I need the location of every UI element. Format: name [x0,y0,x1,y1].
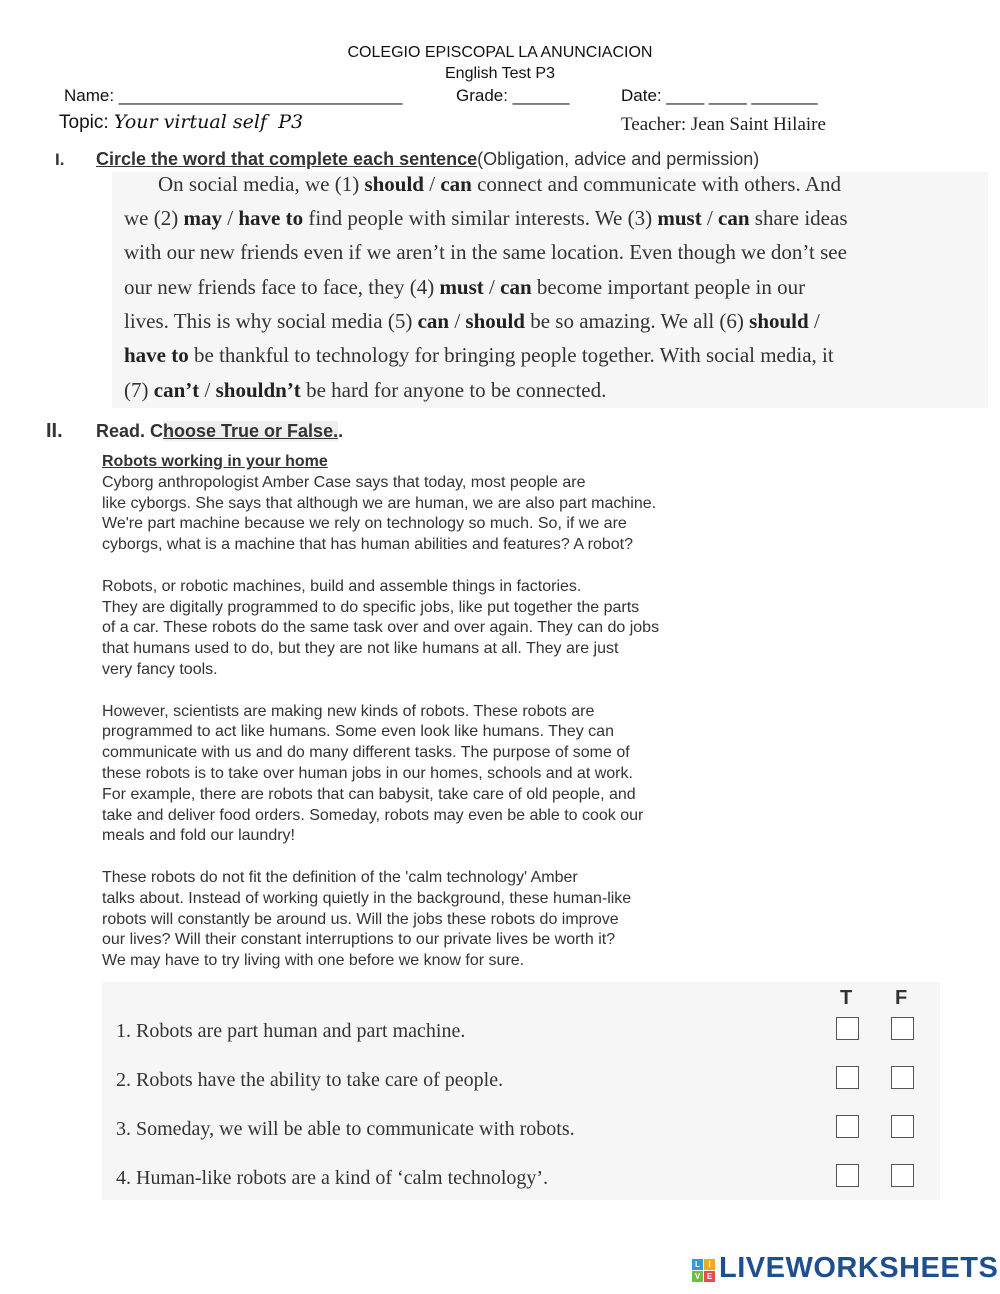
grade-blank[interactable]: ______ [512,86,570,105]
reading-line: programmed to act like humans. Some even look like humans. They can [102,723,614,741]
paragraph-text: / [483,275,501,299]
grade-label: Grade: [456,86,508,105]
paragraph-text: be thankful to technology for bringing people together. With social media, it [188,343,834,367]
paragraph-text: / [449,309,466,333]
logo-tile: I [704,1259,715,1270]
paragraph-text: be so amazing. We all (6) [524,309,750,333]
choice-option[interactable]: have to [124,343,189,367]
reading-line: robots will constantly be around us. Will the jobs these robots do improve [102,910,619,928]
reading-line: Robots, or robotic machines, build and assemble things in factories. [102,577,582,595]
section1-subtitle: (Obligation, advice and permission) [477,149,760,169]
choice-option[interactable]: can [440,172,472,196]
section1-title: Circle the word that complete each sentence [96,149,478,169]
section1-heading [96,149,759,170]
choice-option[interactable]: can [417,309,450,333]
true-column-header: T [840,987,853,1009]
paragraph-text: with our new friends even if we aren’t in the same location. Even though we don’t see [124,240,847,264]
reading-passage [102,452,762,972]
choice-option[interactable]: can’t [153,378,200,402]
reading-line: Cyborg anthropologist Amber Case says that today, most people are [102,473,586,491]
paragraph-text: / [701,206,719,230]
paragraph-text: On social media, we (1) [158,172,365,196]
reading-line: These robots do not fit the definition of the 'calm technology' Amber [102,868,578,886]
paragraph-line [124,343,834,368]
date-field[interactable] [621,86,818,106]
reading-title: Robots working in your home [102,453,328,470]
section2-title-post: . [338,421,344,441]
false-checkbox-2[interactable] [891,1066,914,1089]
paragraph-text: connect and communicate with others. And [471,172,841,196]
grade-field[interactable] [456,86,569,106]
reading-line: take and deliver food orders. Someday, robots may even be able to cook our [102,806,644,824]
logo-tile: E [704,1271,715,1282]
choice-option[interactable]: shouldn’t [215,378,301,402]
true-checkbox-4[interactable] [836,1164,859,1187]
false-checkbox-4[interactable] [891,1164,914,1187]
paragraph-text: share ideas [749,206,848,230]
reading-line: They are digitally programmed to do specific jobs, like put together the parts [102,598,640,616]
paragraph-text: our new friends face to face, they (4) [124,275,440,299]
name-label: Name: [64,86,115,105]
date-blank[interactable]: ____ ____ _______ [666,86,818,105]
paragraph-line [158,172,841,197]
name-blank[interactable]: ______________________________ [118,86,403,105]
paragraph-line [124,240,847,265]
section1-paragraph [112,172,988,408]
school-name: COLEGIO EPISCOPAL LA ANUNCIACION [347,44,653,61]
reading-line: these robots is to take over human jobs in our homes, schools and at work. [102,764,633,782]
reading-line: our lives? Will their constant interruptions to our private lives be worth it? [102,931,616,949]
logo-brand-text: LIVEWORKSHEETS [719,1252,999,1284]
reading-line: very fancy tools. [102,660,218,678]
choice-option[interactable]: must [657,206,702,230]
choice-option[interactable]: must [439,275,484,299]
reading-line: For example, there are robots that can babysit, take care of old people, and [102,785,636,803]
choice-option[interactable]: may [183,206,222,230]
question-4: 4. Human-like robots are a kind of ‘calm technology’. [116,1167,549,1189]
section2-title: hoose True or False. [163,421,339,441]
choice-option[interactable]: can [500,275,532,299]
false-column-header: F [895,987,908,1009]
question-2: 2. Robots have the ability to take care of people. [116,1069,504,1091]
reading-paragraph [102,702,762,848]
true-false-table [102,982,940,1200]
reading-line: cyborgs, what is a machine that has human abilities and features? A robot? [102,536,633,554]
paragraph-text: (7) [124,378,154,402]
logo-tiles-icon [692,1259,716,1283]
paragraph-text: / [808,309,820,333]
paragraph-text: be hard for anyone to be connected. [300,378,607,402]
reading-line: of a car. These robots do the same task over and over again. They can do jobs [102,619,660,637]
reading-line: We're part machine because we rely on technology so much. So, if we are [102,515,627,533]
paragraph-line [124,206,848,231]
reading-line: talks about. Instead of working quietly in the background, these human-like [102,889,632,907]
teacher-name: Teacher: Jean Saint Hilaire [621,114,826,135]
topic-label: Topic: [59,112,109,133]
section2-numeral: II. [46,420,63,442]
choice-option[interactable]: have to [238,206,304,230]
topic-extra: P3 [278,111,304,133]
logo-tile: L [692,1259,703,1270]
paragraph-text: lives. This is why social media (5) [124,309,418,333]
reading-line: communicate with us and do many different tasks. The purpose of some of [102,744,630,762]
paragraph-line [124,309,820,334]
section2-title-pre: Read. C [96,421,164,441]
reading-line: that humans used to do, but they are not like humans at all. They are just [102,640,619,658]
name-field[interactable] [64,86,402,106]
choice-option[interactable]: should [364,172,424,196]
false-checkbox-1[interactable] [891,1017,914,1040]
choice-option[interactable]: should [465,309,525,333]
reading-paragraph [102,577,762,681]
choice-option[interactable]: should [749,309,809,333]
reading-paragraph [102,473,762,556]
paragraph-text: / [423,172,441,196]
section2-heading [96,421,343,442]
choice-option[interactable]: can [718,206,750,230]
reading-line: We may have to try living with one before we know for sure. [102,952,525,970]
topic-line [59,111,303,134]
true-checkbox-3[interactable] [836,1115,859,1138]
reading-paragraphs [102,473,762,972]
false-checkbox-3[interactable] [891,1115,914,1138]
reading-line: like cyborgs. She says that although we are human, we are also part machine. [102,494,657,512]
topic-value: Your virtual self [113,111,267,133]
question-1: 1. Robots are part human and part machine. [116,1020,466,1042]
paragraph-text: become important people in our [531,275,806,299]
paragraph-text: find people with similar interests. We (3) [303,206,658,230]
reading-line: However, scientists are making new kinds of robots. These robots are [102,702,595,720]
true-checkbox-2[interactable] [836,1066,859,1089]
paragraph-line [124,378,606,403]
paragraph-line [124,275,805,300]
paragraph-text: / [199,378,216,402]
paragraph-text: we (2) [124,206,184,230]
logo-tile: V [692,1271,703,1282]
reading-line: meals and fold our laundry! [102,827,295,845]
question-3: 3. Someday, we will be able to communicate with robots. [116,1118,575,1140]
paragraph-text: / [221,206,239,230]
true-checkbox-1[interactable] [836,1017,859,1040]
section1-numeral: I. [55,150,65,169]
date-label: Date: [621,86,662,105]
test-title: English Test P3 [445,65,555,82]
liveworksheets-logo[interactable] [692,1252,999,1286]
reading-paragraph [102,868,762,972]
